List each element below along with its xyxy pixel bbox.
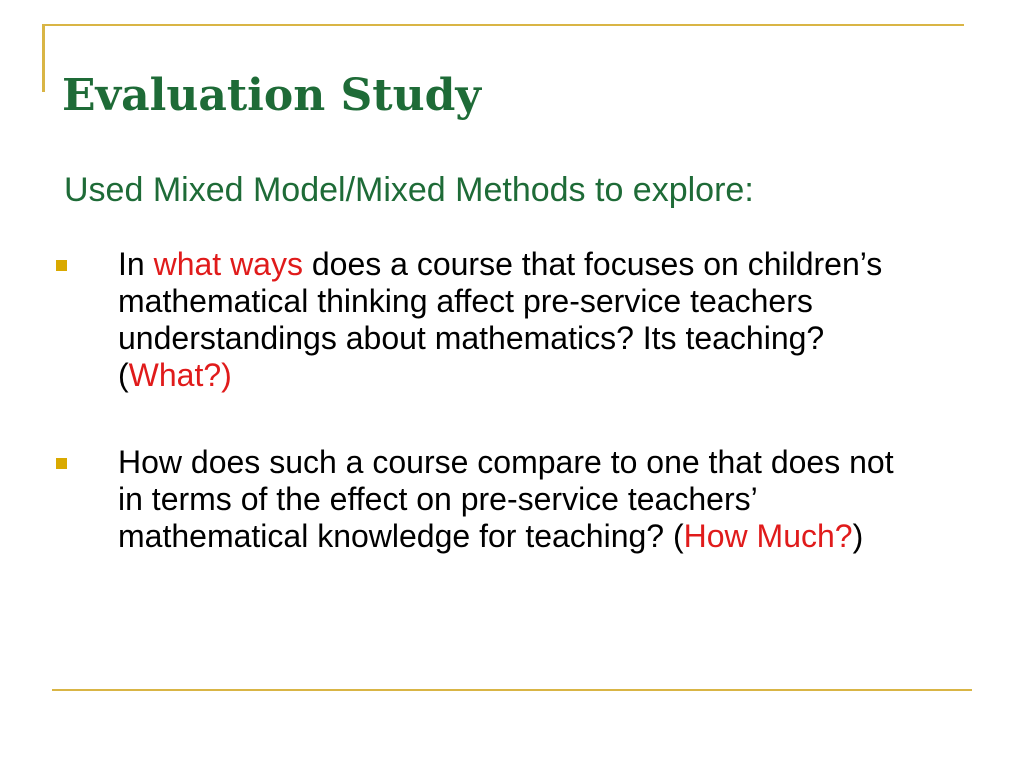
- square-bullet-icon: [56, 458, 67, 469]
- bullet-2-text-start: How does such a course compare to one that does not in terms of the effect on pre-service teachers’ mathematical knowledge for teaching? (: [118, 444, 894, 554]
- bullet-list: [56, 246, 916, 555]
- bullet-item-2: [56, 444, 916, 555]
- bullet-1-text-start: In: [118, 246, 154, 282]
- slide-subtitle: Used Mixed Model/Mixed Methods to explore:: [64, 171, 754, 209]
- decorative-vertical-line: [42, 24, 45, 92]
- bullet-2-text-end: ): [852, 518, 864, 554]
- bullet-2-highlight: How Much?: [683, 518, 853, 554]
- decorative-top-line: [42, 24, 964, 26]
- slide-title: Evaluation Study: [62, 70, 481, 121]
- decorative-bottom-line: [52, 689, 972, 691]
- bullet-1-text-middle: does a course that focuses on children’s mathematical thinking affect pre-service teachers understandings about mathematics? Its teaching? (: [118, 246, 883, 393]
- square-bullet-icon: [56, 260, 67, 271]
- bullet-item-1: [56, 246, 916, 394]
- bullet-1-highlight-end: What?): [128, 357, 232, 393]
- bullet-1-highlight: what ways: [153, 246, 303, 282]
